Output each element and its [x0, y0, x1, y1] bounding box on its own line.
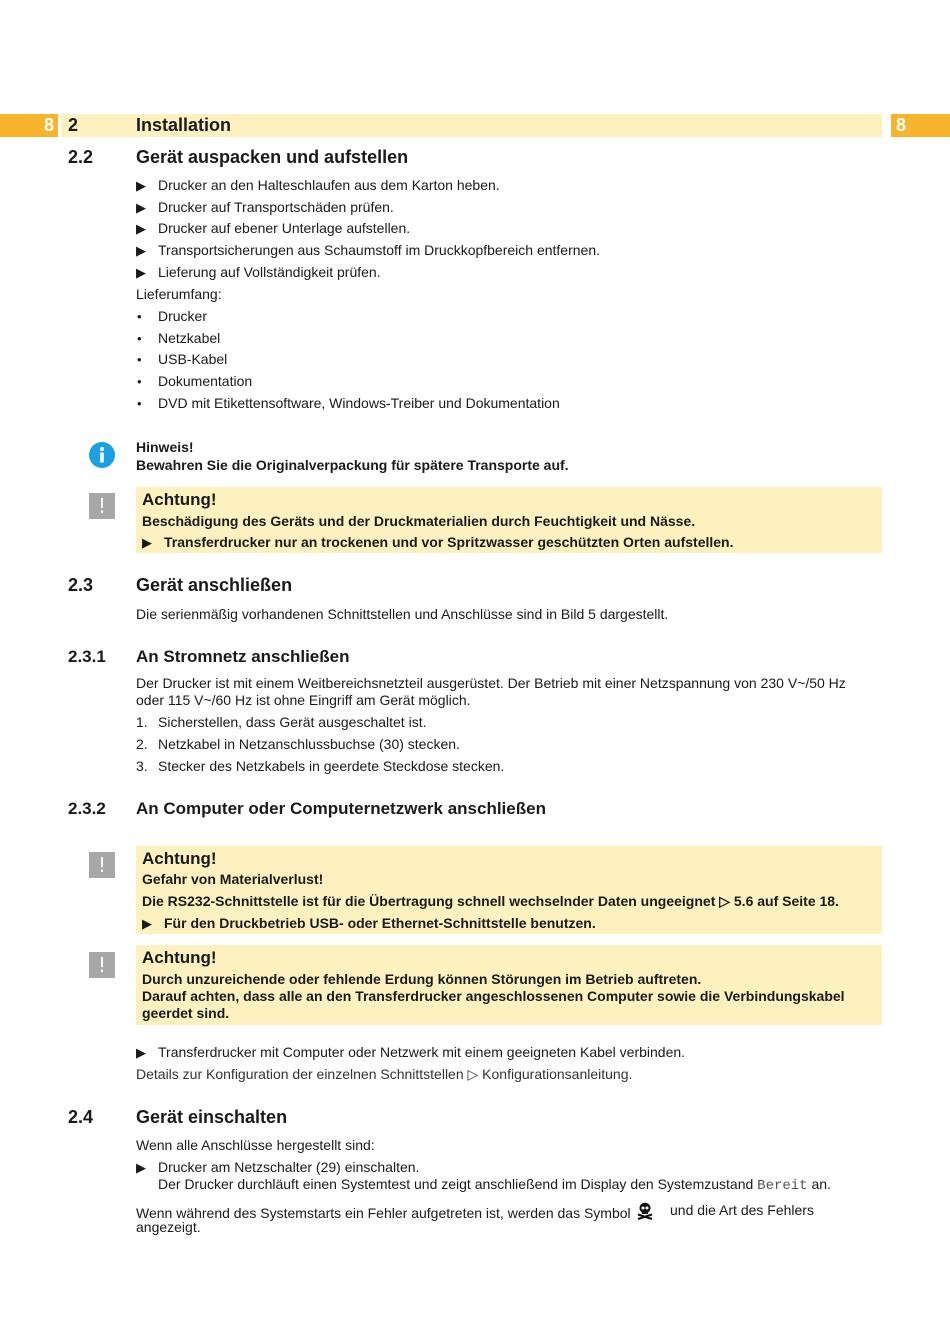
bullet-icon: •	[137, 374, 142, 389]
triangle-arrow-icon: ▶	[142, 916, 152, 931]
step-item: Drucker am Netzschalter (29) einschalten.	[158, 1159, 420, 1175]
page-number-tab-left	[0, 114, 58, 137]
final-text-end: und die Art des Fehlers angezeigt.	[136, 1202, 814, 1235]
step-number: 3.	[136, 758, 148, 774]
warning-text: Durch unzureichende oder fehlende Erdung können Störungen im Betrieb auftreten.	[142, 971, 702, 987]
section-number: 2.2	[68, 147, 94, 167]
details-text: Details zur Konfiguration der einzelnen Schnittstellen ▷ Konfigurationsanleitung.	[136, 1066, 633, 1082]
note-title: Hinweis!	[136, 439, 194, 455]
step-item: Sicherstellen, dass Gerät ausgeschaltet ist.	[158, 714, 427, 730]
warning-icon: !	[89, 852, 115, 878]
step-number: 1.	[136, 714, 148, 730]
warning-text: Darauf achten, dass alle an den Transferdrucker angeschlossenen Computer sowie die Verbindungskabel geerdet sind.	[142, 988, 845, 1021]
section-number: 2.3	[68, 575, 94, 595]
step-number: 2.	[136, 736, 148, 752]
bullet-icon: •	[137, 309, 142, 324]
list-item: USB-Kabel	[158, 351, 228, 367]
subsection-title: An Computer oder Computernetzwerk anschließen	[136, 799, 546, 818]
bullet-icon: •	[137, 352, 142, 367]
page-number-left: 8	[43, 115, 54, 135]
bullet-icon: •	[137, 331, 142, 346]
warning-step: Für den Druckbetrieb USB- oder Ethernet-Schnittstelle benutzen.	[164, 915, 596, 931]
warning-icon: !	[89, 952, 115, 978]
section-text: Die serienmäßig vorhandenen Schnittstellen und Anschlüsse sind in Bild 5 dargestellt.	[136, 606, 669, 622]
section-title: Gerät auspacken und aufstellen	[136, 147, 409, 167]
step-item: Lieferung auf Vollständigkeit prüfen.	[158, 264, 381, 280]
triangle-arrow-icon: ▶	[136, 265, 146, 280]
warning-title: Achtung!	[142, 948, 217, 967]
scope-label: Lieferumfang:	[136, 286, 222, 302]
note-text: Bewahren Sie die Originalverpackung für spätere Transporte auf.	[136, 457, 569, 473]
section-intro: Wenn alle Anschlüsse hergestellt sind:	[136, 1137, 375, 1153]
step-detail	[158, 1176, 831, 1195]
step-detail-text: Der Drucker durchläuft einen Systemtest und zeigt anschließend im Display den Systemzustand	[158, 1176, 754, 1192]
section-title: Gerät einschalten	[136, 1107, 288, 1127]
subsection-number: 2.3.2	[68, 799, 106, 818]
triangle-arrow-icon: ▶	[136, 178, 146, 193]
warning-step: Transferdrucker nur an trockenen und vor Spritzwasser geschützten Orten aufstellen.	[164, 534, 734, 550]
subsection-title: An Stromnetz anschließen	[136, 647, 350, 666]
step-item: Transferdrucker mit Computer oder Netzwerk mit einem geeigneten Kabel verbinden.	[158, 1044, 686, 1060]
warning-title: Achtung!	[142, 490, 217, 509]
list-item: Netzkabel	[158, 330, 221, 346]
chapter-title: Installation	[136, 115, 232, 135]
step-item: Stecker des Netzkabels in geerdete Steckdose stecken.	[158, 758, 505, 774]
status-word: Bereit	[757, 1178, 808, 1194]
step-item: Drucker auf ebener Unterlage aufstellen.	[158, 220, 411, 236]
step-item: Drucker an den Halteschlaufen aus dem Karton heben.	[158, 177, 500, 193]
step-item: Transportsicherungen aus Schaumstoff im Druckkopfbereich entfernen.	[158, 242, 601, 258]
subsection-text: Der Drucker ist mit einem Weitbereichsnetzteil ausgerüstet. Der Betrieb mit einer Netzspannung von 230 V~/50 Hz oder 115 V~/60 Hz ist ohne Eingriff am Gerät möglich.	[136, 675, 846, 708]
section-title: Gerät anschließen	[136, 575, 293, 595]
list-item: Dokumentation	[158, 373, 253, 389]
warning-text: Beschädigung des Geräts und der Druckmaterialien durch Feuchtigkeit und Nässe.	[142, 513, 696, 529]
page-number-right: 8	[896, 115, 907, 135]
warning-title: Achtung!	[142, 849, 217, 868]
triangle-arrow-icon: ▶	[136, 200, 146, 215]
final-text: Wenn während des Systemstarts ein Fehler aufgetreten ist, werden das Symbol	[136, 1205, 631, 1221]
triangle-arrow-icon: ▶	[136, 243, 146, 258]
warning-icon: !	[89, 493, 115, 519]
triangle-arrow-icon: ▶	[142, 535, 152, 550]
triangle-arrow-icon: ▶	[136, 1045, 146, 1060]
bullet-icon: •	[137, 396, 142, 411]
section-number: 2.4	[68, 1107, 94, 1127]
step-item: Drucker auf Transportschäden prüfen.	[158, 199, 394, 215]
subsection-number: 2.3.1	[68, 647, 106, 666]
triangle-arrow-icon: ▶	[136, 221, 146, 236]
warning-text: Die RS232-Schnittstelle ist für die Übertragung schnell wechselnder Daten ungeeignet ▷ 5.6 auf Seite 18.	[142, 893, 839, 909]
list-item: DVD mit Etikettensoftware, Windows-Treiber und Dokumentation	[158, 395, 560, 411]
list-item: Drucker	[158, 308, 208, 324]
step-detail-end: an.	[811, 1176, 831, 1192]
info-icon	[89, 442, 115, 468]
step-item: Netzkabel in Netzanschlussbuchse (30) stecken.	[158, 736, 460, 752]
triangle-arrow-icon: ▶	[136, 1160, 146, 1175]
page-number-tab-right	[891, 114, 950, 137]
warning-text: Gefahr von Materialverlust!	[142, 871, 324, 887]
chapter-number: 2	[68, 115, 79, 135]
